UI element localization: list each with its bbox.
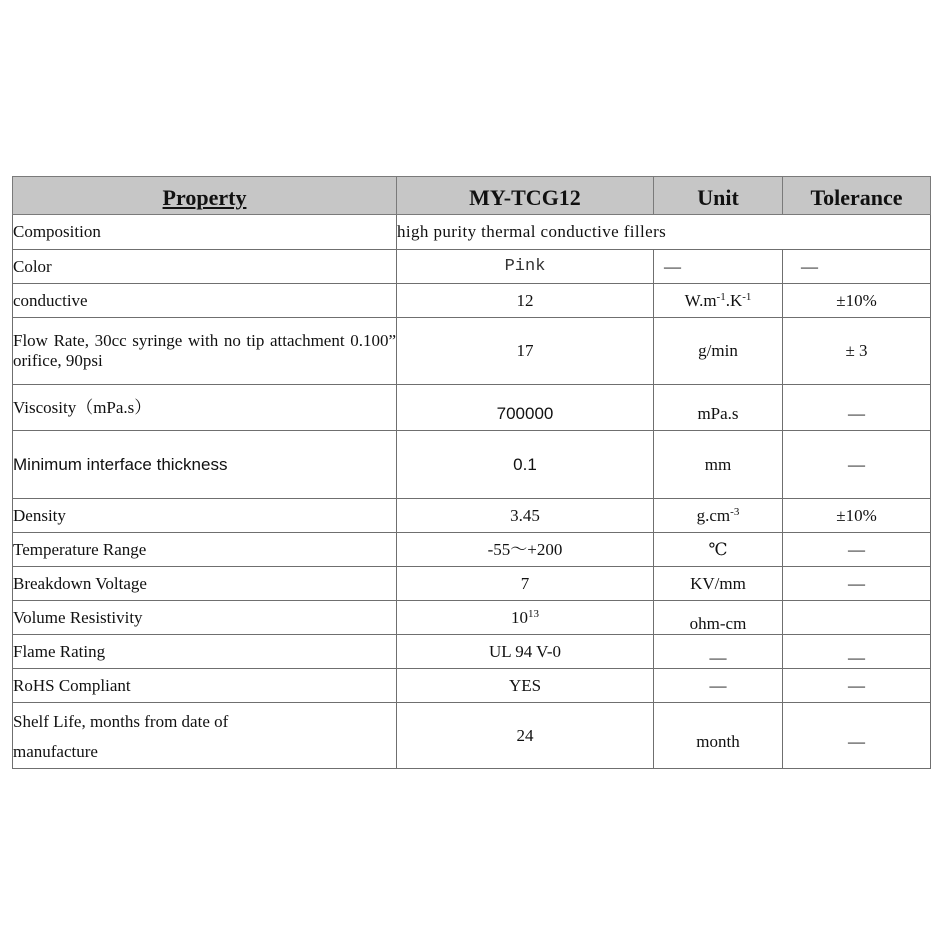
header-unit: Unit [654,177,783,215]
unit-rohs-compliant: — [654,669,783,703]
value-viscosity: 700000 [397,385,654,431]
tolerance-breakdown-voltage: — [783,567,931,601]
property-volume-resistivity: Volume Resistivity [13,601,397,635]
unit-min-thickness: mm [654,431,783,499]
unit-density: $g.cm^{-3}$ [654,499,783,533]
table-row [13,284,931,318]
value-conductive: 12 [397,284,654,318]
tolerance-viscosity: — [783,385,931,431]
header-property: Property [13,177,397,215]
tolerance-shelf-life: — [783,703,931,769]
property-conductive: conductive [13,284,397,318]
header-tolerance: Tolerance [783,177,931,215]
table-row [13,533,931,567]
value-volume-resistivity: $10^{13}$ [397,601,654,635]
value-flame-rating: UL 94 V-0 [397,635,654,669]
table-row [13,385,931,431]
property-density: Density [13,499,397,533]
tolerance-min-thickness: — [783,431,931,499]
value-rohs-compliant: YES [397,669,654,703]
properties-table [12,176,931,769]
property-flow-rate: Flow Rate, 30cc syringe with no tip attachment 0.100” orifice, 90psi [13,318,397,385]
tolerance-density: ±10% [783,499,931,533]
value-shelf-life: 24 [397,703,654,769]
property-composition: Composition [13,215,397,250]
tolerance-conductive: ±10% [783,284,931,318]
property-flame-rating: Flame Rating [13,635,397,669]
tolerance-temperature-range: — [783,533,931,567]
table-row [13,703,931,769]
tolerance-volume-resistivity [783,601,931,635]
unit-shelf-life: month [654,703,783,769]
value-temperature-range: -55～+200 [397,533,654,567]
header-row [13,177,931,215]
unit-flame-rating: — [654,635,783,669]
value-composition: high purity thermal conductive fillers [397,215,931,250]
property-min-thickness: Minimum interface thickness [13,431,397,499]
value-min-thickness: 0.1 [397,431,654,499]
shelf-life-line2: manufacture [13,741,98,761]
tolerance-rohs-compliant: — [783,669,931,703]
tolerance-flow-rate: ± 3 [783,318,931,385]
property-color: Color [13,250,397,284]
value-breakdown-voltage: 7 [397,567,654,601]
unit-volume-resistivity: ohm-cm [654,601,783,635]
property-temperature-range: Temperature Range [13,533,397,567]
unit-color: — [654,250,783,284]
tolerance-color: — [783,250,931,284]
value-density: 3.45 [397,499,654,533]
property-viscosity: Viscosity（mPa.s） [13,385,397,431]
shelf-life-line1: Shelf Life, months from date of [13,711,229,731]
header-product: MY-TCG12 [397,177,654,215]
unit-breakdown-voltage: KV/mm [654,567,783,601]
property-breakdown-voltage: Breakdown Voltage [13,567,397,601]
unit-viscosity: mPa.s [654,385,783,431]
table-row [13,601,931,635]
table-row [13,567,931,601]
table-row [13,215,931,250]
property-shelf-life [13,703,397,769]
table-row [13,635,931,669]
unit-flow-rate: g/min [654,318,783,385]
table-row [13,669,931,703]
property-rohs-compliant: RoHS Compliant [13,669,397,703]
table-row [13,499,931,533]
tolerance-flame-rating: — [783,635,931,669]
value-flow-rate: 17 [397,318,654,385]
table-row [13,250,931,284]
unit-temperature-range: ℃ [654,533,783,567]
table-row [13,431,931,499]
value-color: Pink [397,250,654,284]
table-row [13,318,931,385]
unit-conductive: $W.m^{-1}.K^{-1}$ [654,284,783,318]
